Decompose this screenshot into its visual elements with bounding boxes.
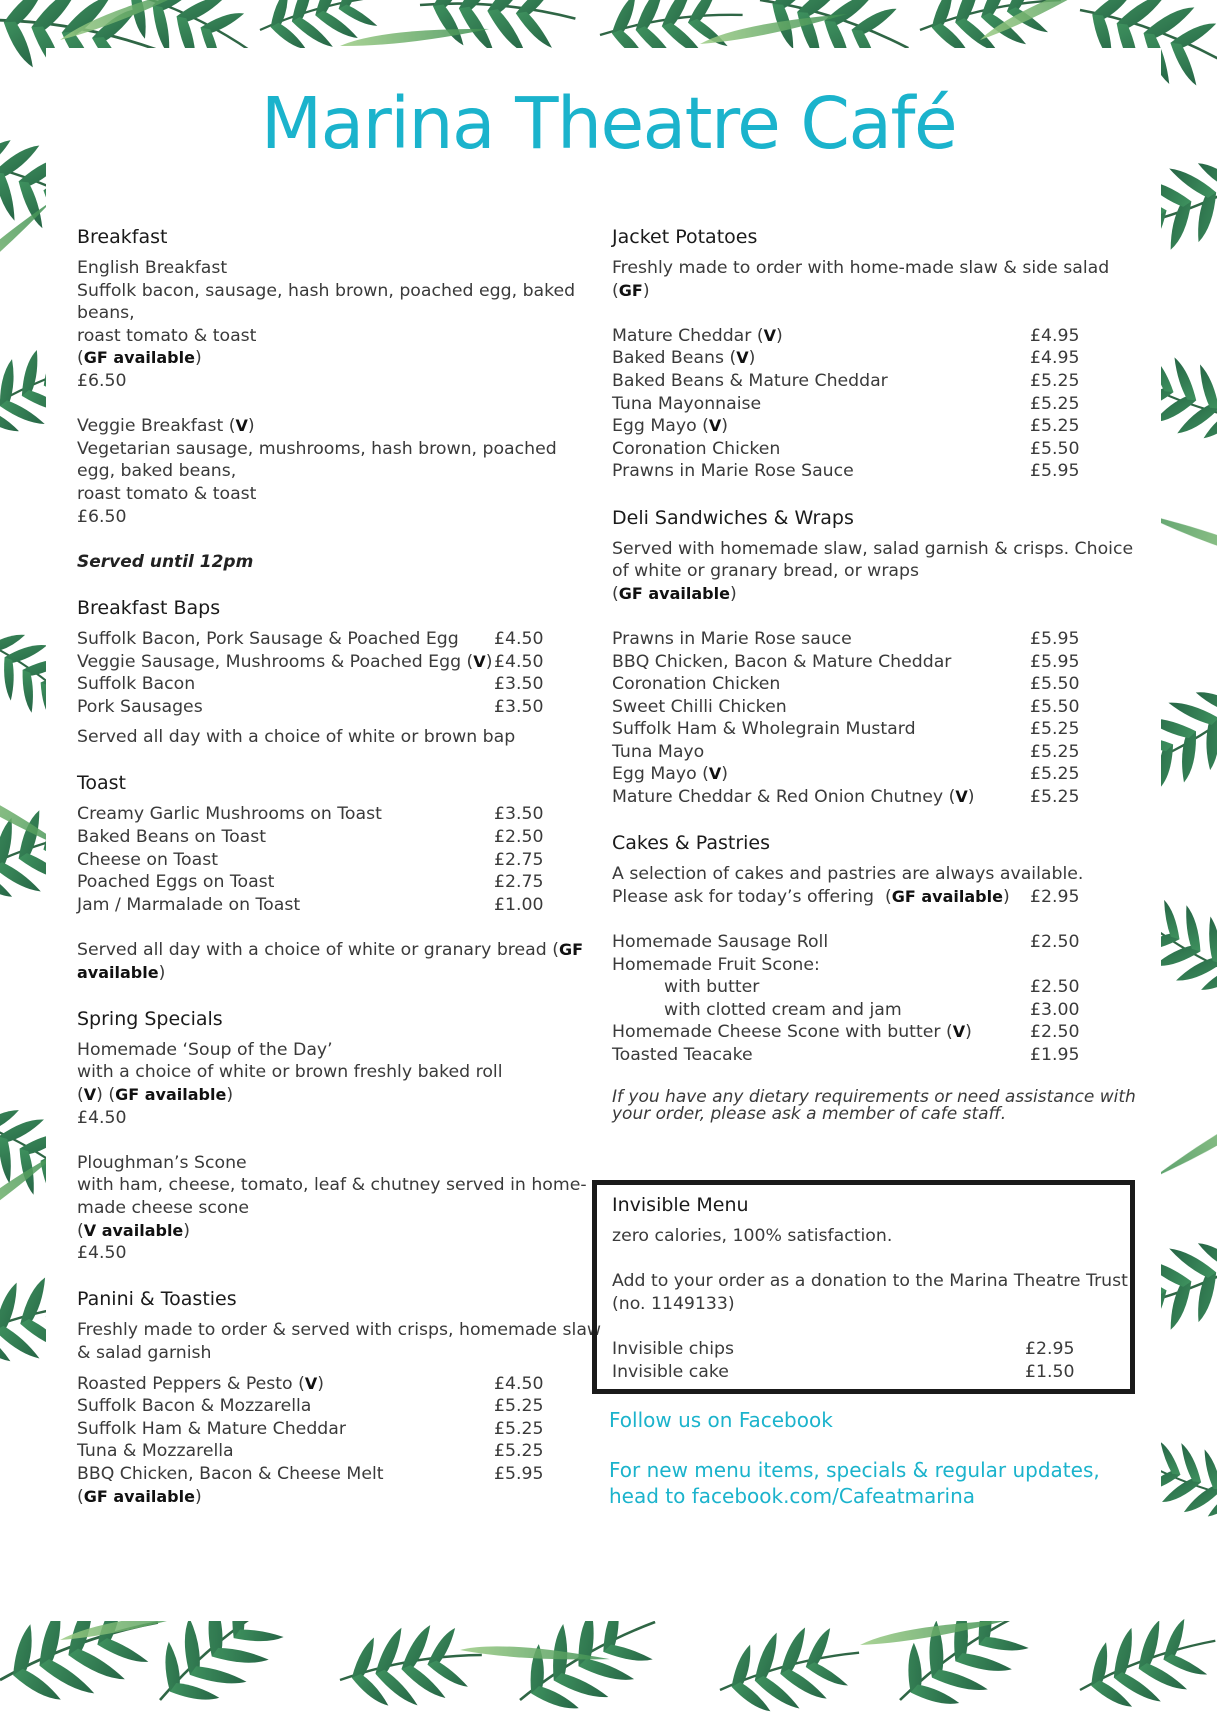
menu-item: Suffolk Ham & Wholegrain Mustard £5.25 xyxy=(612,719,1080,740)
panini-desc: Freshly made to order & served with crisps, homemade slaw xyxy=(77,1320,602,1341)
menu-item: Baked Beans on Toast £2.50 xyxy=(77,827,544,848)
menu-item: Egg Mayo (V) £5.25 xyxy=(612,764,1080,785)
menu-item: BBQ Chicken, Bacon & Mature Cheddar £5.95 xyxy=(612,651,1080,672)
menu-item: Homemade Cheese Scone with butter (V) £2.50 xyxy=(612,1022,1080,1043)
english-breakfast-desc: beans, xyxy=(77,303,135,324)
panini-gf: (GF available) xyxy=(77,1486,202,1507)
menu-item: Baked Beans (V) £4.95 xyxy=(612,348,1080,369)
menu-item: Sweet Chilli Chicken £5.50 xyxy=(612,696,1080,717)
menu-item: Roasted Peppers & Pesto (V) £4.50 xyxy=(77,1373,544,1394)
cakes-desc: A selection of cakes and pastries are always available. xyxy=(612,864,1084,885)
invisible-menu-box xyxy=(592,1180,1135,1394)
deli-heading: Deli Sandwiches & Wraps xyxy=(612,506,854,529)
panini-heading: Panini & Toasties xyxy=(77,1288,237,1311)
menu-item: Mature Cheddar & Red Onion Chutney (V) £5.25 xyxy=(612,787,1080,808)
menu-item: Mature Cheddar (V) £4.95 xyxy=(612,325,1080,346)
veggie-breakfast-desc: Vegetarian sausage, mushrooms, hash brown, poached xyxy=(77,438,557,459)
scone-desc: with ham, cheese, tomato, leaf & chutney served in home- xyxy=(77,1175,587,1196)
scone-desc: made cheese scone xyxy=(77,1197,250,1218)
dietary-note: If you have any dietary requirements or need assistance with xyxy=(612,1087,1136,1108)
cakes-desc: Please ask for today’s offering (GF available) £2.95 xyxy=(612,886,1080,907)
menu-item: Pork Sausages £3.50 xyxy=(77,696,544,717)
donation-text: (no. 1149133) xyxy=(612,1293,735,1314)
english-breakfast-price: £6.50 xyxy=(77,370,127,391)
menu-item: Homemade Sausage Roll £2.50 xyxy=(612,932,1080,953)
soup-name: Homemade ‘Soup of the Day’ xyxy=(77,1039,333,1060)
menu-item: Prawns in Marie Rose Sauce £5.95 xyxy=(612,461,1080,482)
deli-gf: (GF available) xyxy=(612,583,737,604)
deli-desc: Served with homemade slaw, salad garnish & crisps. Choice xyxy=(612,538,1134,559)
menu-item: Suffolk Bacon & Mozzarella £5.25 xyxy=(77,1396,544,1417)
breakfast-baps-heading: Breakfast Baps xyxy=(77,596,221,619)
soup-tags: (V) (GF available) xyxy=(77,1085,234,1105)
left-column xyxy=(77,225,602,1508)
right-column xyxy=(612,225,1136,1125)
menu-item: Prawns in Marie Rose sauce £5.95 xyxy=(612,628,1080,649)
menu-item: BBQ Chicken, Bacon & Cheese Melt £5.95 xyxy=(77,1463,544,1484)
toast-heading: Toast xyxy=(77,772,126,795)
jacket-potatoes-heading: Jacket Potatoes xyxy=(612,226,758,248)
donation-text: Add to your order as a donation to the Marina Theatre Trust xyxy=(612,1271,1128,1292)
menu-item: Baked Beans & Mature Cheddar £5.25 xyxy=(612,370,1080,391)
facebook-url-link[interactable]: head to facebook.com/Cafeatmarina xyxy=(609,1484,975,1508)
veggie-breakfast-desc: egg, baked beans, xyxy=(77,461,237,482)
menu-item: Invisible cake £1.50 xyxy=(612,1361,1075,1382)
jacket-gf: (GF) xyxy=(612,280,650,301)
toast-note: Served all day with a choice of white or granary bread (GF xyxy=(77,940,584,961)
page-title: Marina Theatre Café xyxy=(260,82,957,165)
spring-specials-heading: Spring Specials xyxy=(77,1007,223,1030)
soup-desc: with a choice of white or brown freshly baked roll xyxy=(77,1062,503,1083)
deli-desc: of white or granary bread, or wraps xyxy=(612,561,919,582)
menu-item: Tuna Mayo £5.25 xyxy=(612,741,1080,762)
menu-item: Coronation Chicken £5.50 xyxy=(612,674,1080,695)
menu-item: Veggie Sausage, Mushrooms & Poached Egg (V) £4.50 xyxy=(77,651,544,672)
invisible-menu-heading: Invisible Menu xyxy=(612,1194,749,1216)
menu-item: Invisible chips £2.95 xyxy=(612,1338,1075,1359)
english-breakfast-desc: roast tomato & toast xyxy=(77,325,257,346)
menu-item: Coronation Chicken £5.50 xyxy=(612,438,1080,459)
menu-item: Jam / Marmalade on Toast £1.00 xyxy=(77,894,544,915)
scone-name: Ploughman’s Scone xyxy=(77,1152,247,1173)
menu-item: Suffolk Ham & Mature Cheddar £5.25 xyxy=(77,1418,544,1439)
scone-price: £4.50 xyxy=(77,1243,127,1264)
fruit-scone-label: Homemade Fruit Scone: xyxy=(612,954,820,975)
veggie-breakfast-price: £6.50 xyxy=(77,506,127,527)
toast-note: available) xyxy=(77,962,166,983)
menu-item: Suffolk Bacon, Pork Sausage & Poached Egg £4.50 xyxy=(77,628,544,649)
scone-tags: (V available) xyxy=(77,1220,191,1241)
jacket-desc: Freshly made to order with home-made slaw & side salad xyxy=(612,258,1110,278)
english-breakfast-desc: Suffolk bacon, sausage, hash brown, poached egg, baked xyxy=(77,280,576,301)
invisible-tagline: zero calories, 100% satisfaction. xyxy=(612,1226,893,1246)
breakfast-heading: Breakfast xyxy=(77,226,168,248)
baps-note: Served all day with a choice of white or brown bap xyxy=(77,727,516,748)
menu-item: Suffolk Bacon £3.50 xyxy=(77,674,544,695)
served-until-note: Served until 12pm xyxy=(77,551,254,572)
soup-price: £4.50 xyxy=(77,1107,127,1128)
facebook-follow-link[interactable]: Follow us on Facebook xyxy=(609,1408,833,1432)
english-breakfast-gf: (GF available) xyxy=(77,348,202,369)
menu-item: Tuna & Mozzarella £5.25 xyxy=(77,1441,544,1462)
menu-item: Creamy Garlic Mushrooms on Toast £3.50 xyxy=(77,804,544,825)
veggie-breakfast-name: Veggie Breakfast (V) xyxy=(77,416,255,437)
menu-item: with butter £2.50 xyxy=(664,977,1080,998)
panini-desc: & salad garnish xyxy=(77,1342,212,1363)
menu-item: Egg Mayo (V) £5.25 xyxy=(612,416,1080,437)
facebook-updates-text: For new menu items, specials & regular updates, xyxy=(609,1458,1100,1482)
menu-item: Poached Eggs on Toast £2.75 xyxy=(77,872,544,893)
menu-item: with clotted cream and jam £3.00 xyxy=(664,999,1080,1020)
veggie-breakfast-desc: roast tomato & toast xyxy=(77,483,257,504)
menu-item: Tuna Mayonnaise £5.25 xyxy=(612,393,1080,414)
english-breakfast-name: English Breakfast xyxy=(77,258,228,278)
menu-item: Toasted Teacake £1.95 xyxy=(612,1045,1080,1065)
menu-item: Cheese on Toast £2.75 xyxy=(77,849,544,870)
cakes-heading: Cakes & Pastries xyxy=(612,832,770,855)
dietary-note: your order, please ask a member of cafe staff. xyxy=(612,1104,1007,1125)
